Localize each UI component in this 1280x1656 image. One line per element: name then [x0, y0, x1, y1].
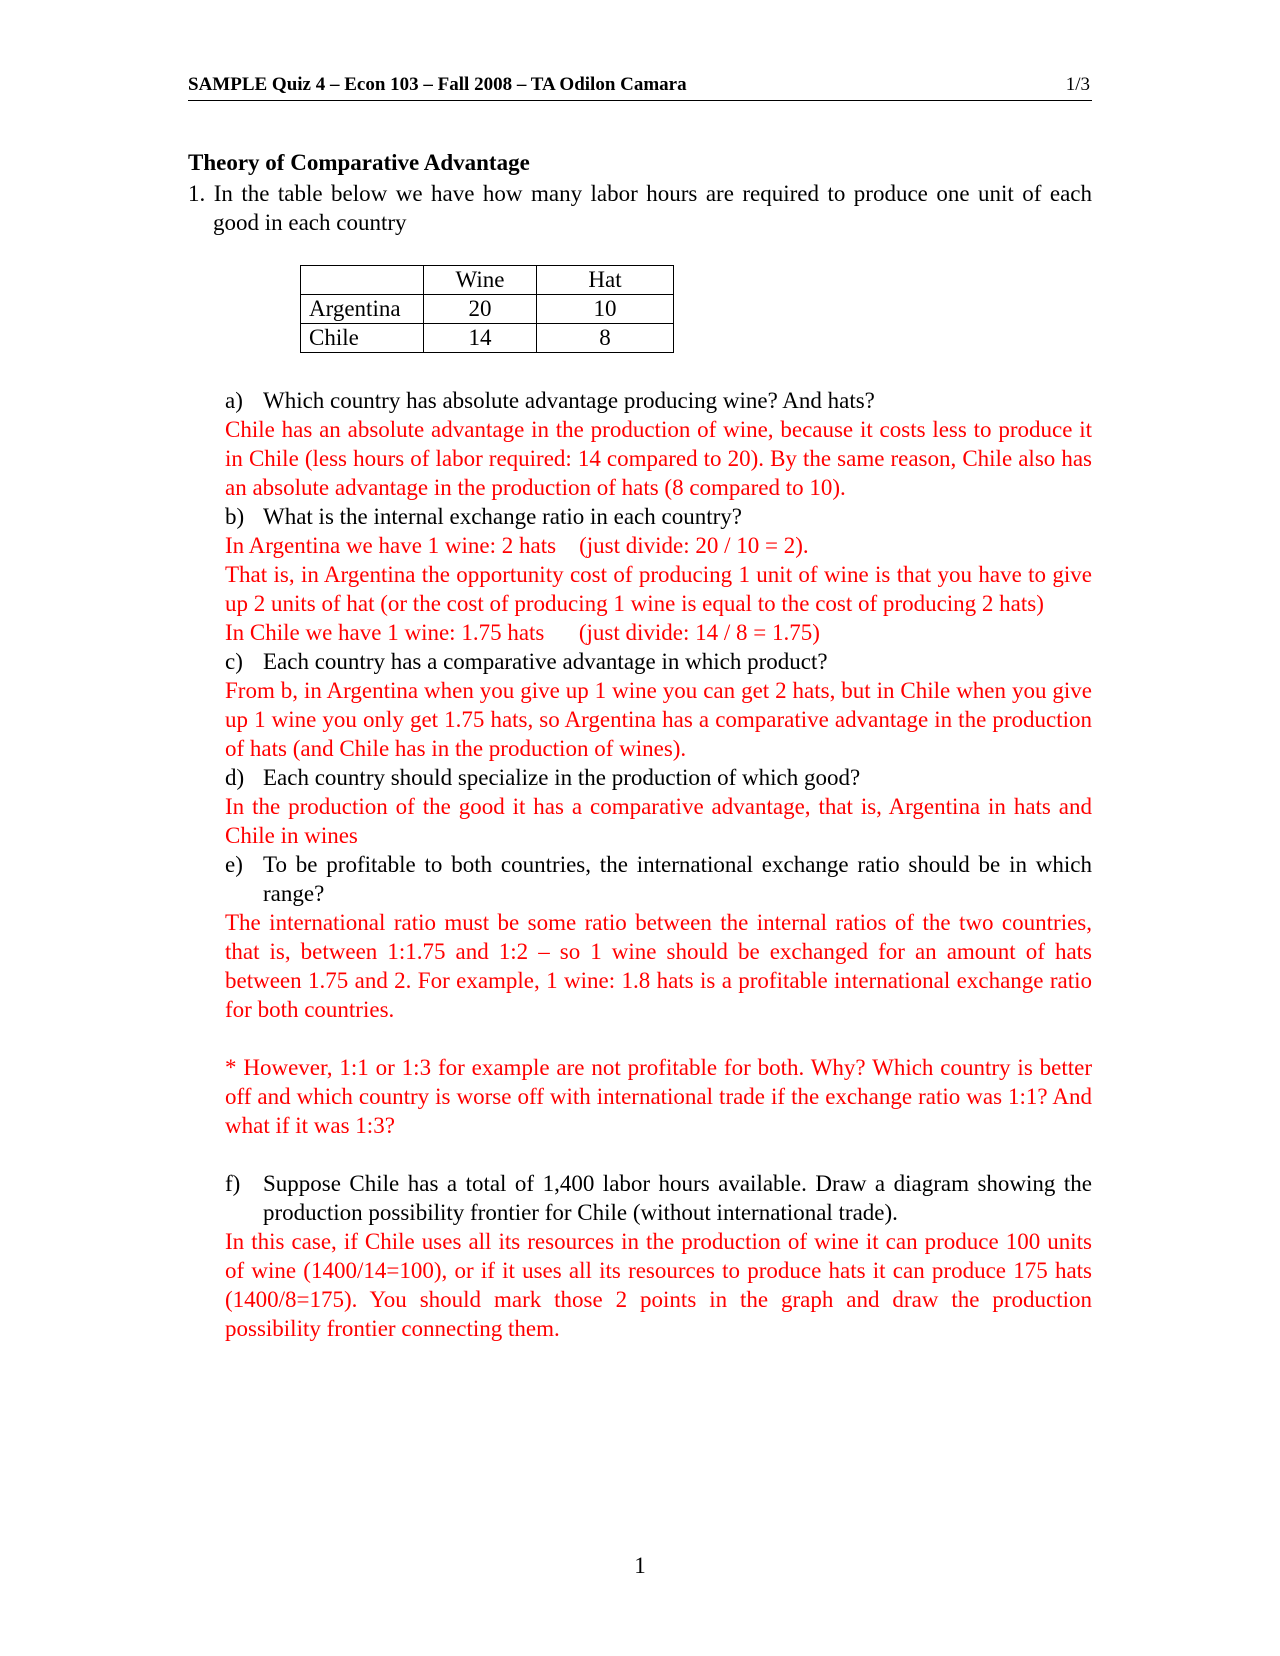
header-title: SAMPLE Quiz 4 – Econ 103 – Fall 2008 – TA Odilon Camara: [188, 74, 687, 95]
part-a-question: a) Which country has absolute advantage producing wine? And hats?: [225, 388, 875, 413]
table-header-cell: Hat: [537, 266, 674, 295]
table-header-cell: Wine: [424, 266, 537, 295]
part-f-answer: In this case, if Chile uses all its resources in the production of wine it can produce 100 units of wine (1400/14=100), or if it uses all its resources to produce hats it can produce 175 hats (1400/8=175). You should mark those 2 points in the graph and draw the production possibility frontier connecting them.: [225, 1229, 1092, 1341]
section-title: Theory of Comparative Advantage: [188, 150, 530, 175]
table-cell-hat: 10: [537, 295, 674, 324]
part-e-note: * However, 1:1 or 1:3 for example are not profitable for both. Why? Which country is better off and which country is worse off with international trade if the exchange ratio was 1:1? And what if it was 1:3?: [225, 1055, 1092, 1138]
part-b-answer-explanation: That is, in Argentina the opportunity cost of producing 1 unit of wine is that you have to give up 2 units of hat (or the cost of producing 1 wine is equal to the cost of producing 2 hats): [225, 562, 1092, 616]
table-row: [301, 324, 674, 353]
part-e-label: e): [225, 852, 243, 877]
part-c-question: c) Each country has a comparative advantage in which product?: [225, 649, 828, 674]
part-b-answer-argentina: In Argentina we have 1 wine: 2 hats (just divide: 20 / 10 = 2).: [225, 533, 809, 558]
header-page-indicator: 1/3: [1065, 74, 1090, 95]
table-cell-wine: 20: [424, 295, 537, 324]
part-b-question: b) What is the internal exchange ratio in each country?: [225, 504, 742, 529]
table-header-cell: [301, 266, 424, 295]
question-parts: [225, 386, 1092, 1343]
part-d-question: d) Each country should specialize in the production of which good?: [225, 765, 861, 790]
part-a-label: a): [225, 388, 243, 413]
part-e-answer: The international ratio must be some ratio between the internal ratios of the two countries, that is, between 1:1.75 and 1:2 – so 1 wine should be exchanged for an amount of hats between 1.75 and 2. For example, 1 wine: 1.8 hats is a profitable international exchange ratio for both countries.: [225, 910, 1092, 1022]
table-cell-country: Argentina: [301, 295, 424, 324]
page-header: [188, 74, 1092, 101]
table-cell-country: Chile: [301, 324, 424, 353]
part-d-answer: In the production of the good it has a comparative advantage, that is, Argentina in hats and Chile in wines: [225, 794, 1092, 848]
part-c-answer: From b, in Argentina when you give up 1 wine you can get 2 hats, but in Chile when you give up 1 wine you only get 1.75 hats, so Argentina has a comparative advantage in the production of hats (and Chile has in the production of wines).: [225, 678, 1092, 761]
part-c-label: c): [225, 649, 243, 674]
part-a-answer: Chile has an absolute advantage in the production of wine, because it costs less to produce it in Chile (less hours of labor required: 14 compared to 20). By the same reason, Chile also has an absolute advantage in the production of hats (8 compared to 10).: [225, 417, 1092, 500]
table-row: [301, 295, 674, 324]
part-b-answer-chile: In Chile we have 1 wine: 1.75 hats (just divide: 14 / 8 = 1.75): [225, 620, 820, 645]
table-header-row: [301, 266, 674, 295]
table-cell-wine: 14: [424, 324, 537, 353]
table-cell-hat: 8: [537, 324, 674, 353]
part-f-label: f): [225, 1171, 241, 1196]
part-b-label: b): [225, 504, 245, 529]
question-1-number: 1.: [188, 181, 206, 206]
question-1: [188, 179, 1092, 237]
question-1-text: 1. In the table below we have how many labor hours are required to produce one unit of each good in each country: [188, 181, 1093, 235]
page-number: 1: [634, 1553, 646, 1578]
part-f-question: f) Suppose Chile has a total of 1,400 labor hours available. Draw a diagram showing the production possibility frontier for Chile (without international trade).: [225, 1171, 1092, 1225]
part-e-question: e) To be profitable to both countries, the international exchange ratio should be in which range?: [225, 852, 1092, 906]
part-d-label: d): [225, 765, 245, 790]
labor-hours-table: [300, 265, 674, 353]
